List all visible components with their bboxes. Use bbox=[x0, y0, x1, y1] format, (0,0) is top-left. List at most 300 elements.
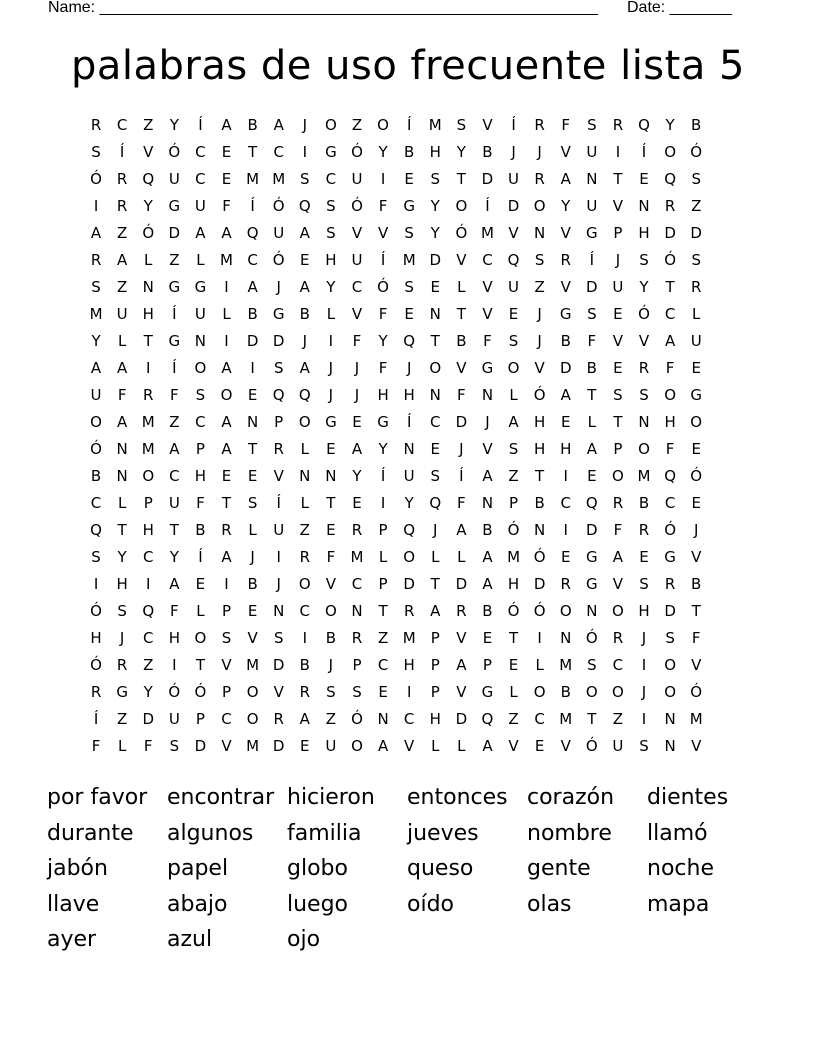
grid-letter: E bbox=[560, 548, 571, 566]
word-list-row bbox=[47, 887, 787, 923]
grid-letter: J bbox=[302, 116, 308, 134]
grid-letter: I bbox=[537, 629, 542, 647]
grid-letter: S bbox=[430, 170, 441, 188]
grid-letter: H bbox=[168, 629, 180, 647]
grid-letter: U bbox=[90, 386, 102, 404]
grid-letter: Q bbox=[638, 116, 650, 134]
grid-letter: Ó bbox=[585, 629, 598, 647]
grid-letter: Ó bbox=[533, 386, 546, 404]
grid-letter: C bbox=[299, 602, 311, 620]
grid-letter: U bbox=[351, 251, 363, 269]
grid-letter: P bbox=[509, 494, 519, 512]
grid-letter: B bbox=[482, 521, 493, 539]
word-list-item: dientes bbox=[647, 785, 729, 810]
grid-letter: M bbox=[559, 656, 573, 674]
grid-letter: U bbox=[168, 170, 180, 188]
grid-letter: Q bbox=[90, 521, 102, 539]
grid-letter: L bbox=[117, 332, 127, 350]
grid-letter: R bbox=[612, 494, 624, 512]
grid-letter: O bbox=[664, 656, 677, 674]
grid-letter: R bbox=[273, 440, 284, 458]
grid-letter: J bbox=[250, 548, 255, 566]
word-list-item: abajo bbox=[167, 891, 228, 917]
grid-letter: E bbox=[587, 467, 597, 485]
grid-letter: C bbox=[195, 413, 206, 431]
grid-letter: Y bbox=[378, 332, 388, 350]
grid-row bbox=[83, 193, 709, 220]
grid-letter: L bbox=[587, 413, 596, 431]
grid-letter: U bbox=[168, 710, 180, 728]
grid-letter: O bbox=[194, 359, 207, 377]
grid-letter: V bbox=[456, 251, 467, 269]
grid-letter: Ó bbox=[142, 224, 155, 242]
grid-letter: T bbox=[430, 575, 440, 593]
grid-letter: Q bbox=[246, 224, 259, 242]
grid-letter: A bbox=[273, 116, 284, 134]
grid-letter: Ó bbox=[194, 683, 207, 701]
grid-letter: L bbox=[457, 548, 466, 566]
grid-letter: S bbox=[326, 224, 336, 242]
grid-letter: D bbox=[246, 332, 259, 350]
grid-letter: Q bbox=[298, 197, 311, 215]
grid-letter: D bbox=[272, 737, 285, 755]
grid-letter: E bbox=[247, 386, 258, 404]
grid-letter: O bbox=[90, 413, 102, 431]
grid-row bbox=[83, 139, 709, 166]
grid-letter: A bbox=[299, 224, 310, 242]
grid-letter: U bbox=[586, 197, 598, 215]
grid-letter: S bbox=[613, 386, 623, 404]
grid-row bbox=[83, 544, 709, 571]
grid-letter: O bbox=[664, 143, 677, 161]
grid-letter: D bbox=[194, 737, 207, 755]
grid-letter: J bbox=[302, 332, 308, 350]
grid-letter: J bbox=[693, 521, 699, 539]
grid-letter: Í bbox=[641, 143, 647, 161]
grid-letter: E bbox=[613, 359, 623, 377]
grid-letter: L bbox=[196, 251, 205, 269]
grid-letter: O bbox=[690, 413, 703, 431]
grid-letter: J bbox=[276, 575, 281, 593]
grid-letter: O bbox=[194, 629, 207, 647]
grid-letter: V bbox=[612, 332, 624, 350]
grid-letter: A bbox=[456, 521, 467, 539]
word-list-item: hicieron bbox=[287, 785, 375, 810]
word-list-item: entonces bbox=[407, 785, 508, 810]
grid-letter: V bbox=[691, 737, 702, 755]
grid-letter: Q bbox=[298, 386, 311, 404]
grid-letter: M bbox=[272, 170, 286, 188]
date-field-label: Date: _______ bbox=[627, 0, 732, 16]
word-list bbox=[47, 780, 787, 958]
word-list-item: encontrar bbox=[167, 785, 275, 810]
grid-letter: F bbox=[378, 359, 388, 377]
grid-letter: L bbox=[326, 305, 336, 323]
grid-letter: V bbox=[508, 737, 519, 755]
grid-letter: P bbox=[613, 440, 623, 458]
grid-letter: E bbox=[691, 494, 701, 512]
grid-letter: A bbox=[221, 116, 232, 134]
grid-letter: Í bbox=[380, 251, 386, 269]
grid-letter: U bbox=[168, 494, 180, 512]
grid-letter: Y bbox=[430, 224, 440, 242]
grid-letter: G bbox=[586, 575, 598, 593]
grid-letter: I bbox=[93, 197, 99, 215]
grid-letter: C bbox=[560, 494, 571, 512]
grid-letter: S bbox=[300, 170, 310, 188]
grid-letter: A bbox=[508, 413, 519, 431]
grid-letter: T bbox=[691, 602, 701, 620]
grid-letter: B bbox=[247, 305, 258, 323]
grid-row bbox=[83, 598, 709, 625]
grid-row bbox=[83, 436, 709, 463]
grid-letter: E bbox=[430, 440, 440, 458]
grid-letter: V bbox=[560, 143, 571, 161]
grid-letter: E bbox=[221, 143, 232, 161]
grid-letter: V bbox=[456, 629, 467, 647]
grid-letter: Ó bbox=[585, 737, 598, 755]
word-list-row bbox=[47, 851, 787, 887]
grid-letter: Y bbox=[117, 548, 127, 566]
grid-letter: B bbox=[638, 494, 650, 512]
grid-letter: E bbox=[508, 656, 519, 674]
grid-letter: R bbox=[560, 575, 571, 593]
grid-letter: H bbox=[142, 521, 154, 539]
grid-letter: U bbox=[403, 467, 415, 485]
grid-letter: G bbox=[403, 197, 415, 215]
grid-letter: S bbox=[247, 494, 258, 512]
grid-letter: T bbox=[665, 278, 675, 296]
grid-letter: B bbox=[691, 575, 702, 593]
grid-letter: S bbox=[508, 440, 519, 458]
grid-letter: V bbox=[273, 467, 284, 485]
grid-letter: E bbox=[404, 305, 414, 323]
grid-letter: C bbox=[664, 305, 676, 323]
grid-letter: A bbox=[299, 278, 310, 296]
grid-letter: B bbox=[247, 116, 258, 134]
grid-letter: E bbox=[352, 494, 362, 512]
grid-row bbox=[83, 301, 709, 328]
grid-letter: T bbox=[378, 602, 388, 620]
grid-letter: I bbox=[224, 278, 229, 296]
grid-letter: R bbox=[116, 197, 128, 215]
grid-letter: C bbox=[195, 170, 206, 188]
grid-letter: V bbox=[404, 737, 415, 755]
grid-letter: A bbox=[560, 386, 571, 404]
grid-letter: L bbox=[692, 305, 701, 323]
grid-letter: L bbox=[222, 305, 231, 323]
grid-letter: M bbox=[480, 224, 494, 242]
grid-letter: B bbox=[299, 656, 310, 674]
grid-letter: O bbox=[612, 602, 624, 620]
grid-letter: Ó bbox=[90, 656, 102, 674]
grid-letter: Y bbox=[456, 143, 466, 161]
grid-letter: T bbox=[535, 467, 545, 485]
grid-letter: P bbox=[143, 494, 153, 512]
grid-letter: A bbox=[117, 359, 128, 377]
grid-letter: C bbox=[325, 170, 337, 188]
grid-letter: Y bbox=[639, 278, 649, 296]
grid-letter: Í bbox=[276, 494, 281, 512]
grid-letter: J bbox=[328, 386, 334, 404]
grid-letter: V bbox=[612, 197, 624, 215]
grid-letter: D bbox=[664, 224, 676, 242]
grid-letter: O bbox=[351, 737, 363, 755]
grid-letter: E bbox=[300, 737, 310, 755]
grid-letter: Z bbox=[169, 413, 180, 431]
grid-letter: V bbox=[482, 305, 493, 323]
grid-letter: L bbox=[248, 521, 257, 539]
grid-letter: S bbox=[326, 683, 336, 701]
grid-letter: J bbox=[354, 359, 360, 377]
grid-letter: J bbox=[537, 305, 542, 323]
grid-letter: N bbox=[246, 413, 259, 431]
grid-letter: O bbox=[612, 683, 624, 701]
grid-letter: H bbox=[142, 305, 154, 323]
grid-letter: Y bbox=[169, 116, 179, 134]
grid-letter: T bbox=[169, 521, 179, 539]
grid-letter: N bbox=[534, 521, 546, 539]
grid-letter: T bbox=[456, 305, 466, 323]
grid-letter: Ó bbox=[90, 602, 102, 620]
grid-row bbox=[83, 166, 709, 193]
grid-letter: S bbox=[691, 170, 701, 188]
grid-letter: E bbox=[613, 305, 623, 323]
grid-letter: U bbox=[116, 305, 128, 323]
grid-letter: E bbox=[691, 440, 701, 458]
grid-letter: S bbox=[221, 629, 232, 647]
grid-letter: E bbox=[691, 359, 701, 377]
grid-letter: R bbox=[638, 521, 650, 539]
grid-letter: E bbox=[534, 737, 545, 755]
grid-letter: M bbox=[507, 548, 521, 566]
grid-letter: E bbox=[221, 467, 232, 485]
grid-letter: H bbox=[664, 413, 676, 431]
grid-letter: R bbox=[299, 683, 311, 701]
grid-letter: Y bbox=[404, 494, 414, 512]
grid-letter: R bbox=[638, 359, 650, 377]
grid-letter: V bbox=[221, 737, 232, 755]
grid-letter: B bbox=[404, 143, 415, 161]
grid-letter: P bbox=[195, 440, 205, 458]
grid-row bbox=[83, 490, 709, 517]
grid-letter: O bbox=[298, 575, 311, 593]
grid-letter: E bbox=[404, 170, 414, 188]
grid-letter: T bbox=[195, 656, 205, 674]
grid-letter: S bbox=[91, 548, 101, 566]
grid-letter: P bbox=[195, 710, 205, 728]
grid-letter: Z bbox=[508, 710, 519, 728]
grid-letter: O bbox=[324, 116, 337, 134]
grid-letter: O bbox=[638, 440, 650, 458]
grid-letter: A bbox=[169, 575, 180, 593]
grid-letter: M bbox=[402, 629, 416, 647]
word-list-row bbox=[47, 780, 787, 816]
grid-letter: I bbox=[328, 332, 334, 350]
grid-letter: B bbox=[195, 521, 206, 539]
grid-letter: C bbox=[351, 575, 363, 593]
grid-letter: Ó bbox=[507, 602, 520, 620]
grid-letter: Ó bbox=[664, 521, 677, 539]
grid-letter: Ó bbox=[664, 251, 677, 269]
grid-letter: R bbox=[221, 521, 232, 539]
word-list-item: llave bbox=[47, 891, 100, 917]
grid-letter: M bbox=[246, 737, 260, 755]
word-list-item: familia bbox=[287, 820, 362, 846]
grid-letter: U bbox=[690, 332, 702, 350]
grid-letter: V bbox=[638, 332, 650, 350]
word-list-item: por favor bbox=[47, 785, 148, 810]
grid-letter: E bbox=[195, 575, 206, 593]
grid-letter: R bbox=[116, 656, 128, 674]
grid-letter: H bbox=[560, 440, 572, 458]
grid-letter: Z bbox=[117, 278, 128, 296]
grid-letter: B bbox=[299, 305, 310, 323]
grid-letter: R bbox=[351, 521, 363, 539]
grid-letter: E bbox=[378, 683, 388, 701]
word-list-item: queso bbox=[407, 856, 474, 881]
grid-letter: R bbox=[351, 629, 363, 647]
grid-letter: C bbox=[377, 656, 389, 674]
grid-letter: V bbox=[351, 305, 363, 323]
grid-letter: S bbox=[639, 737, 649, 755]
grid-letter: L bbox=[431, 737, 440, 755]
grid-letter: H bbox=[534, 413, 546, 431]
grid-letter: A bbox=[169, 440, 180, 458]
grid-letter: G bbox=[586, 224, 598, 242]
grid-letter: E bbox=[639, 170, 649, 188]
grid-letter: I bbox=[563, 521, 568, 539]
grid-letter: Ó bbox=[638, 305, 650, 323]
grid-letter: O bbox=[612, 467, 624, 485]
grid-letter: D bbox=[403, 575, 415, 593]
grid-letter: N bbox=[638, 197, 650, 215]
grid-letter: L bbox=[509, 386, 518, 404]
grid-letter: I bbox=[224, 332, 229, 350]
grid-letter: R bbox=[273, 710, 284, 728]
grid-letter: R bbox=[612, 629, 624, 647]
grid-letter: P bbox=[378, 575, 388, 593]
grid-letter: F bbox=[691, 629, 701, 647]
grid-letter: U bbox=[612, 278, 624, 296]
grid-letter: L bbox=[117, 737, 127, 755]
grid-letter: F bbox=[352, 332, 362, 350]
grid-letter: L bbox=[144, 251, 153, 269]
grid-letter: F bbox=[117, 386, 127, 404]
grid-letter: I bbox=[563, 467, 568, 485]
grid-row bbox=[83, 328, 709, 355]
grid-letter: V bbox=[221, 656, 232, 674]
grid-letter: S bbox=[117, 602, 127, 620]
grid-letter: N bbox=[325, 467, 337, 485]
grid-letter: J bbox=[328, 359, 334, 377]
grid-row bbox=[83, 409, 709, 436]
grid-letter: R bbox=[534, 116, 545, 134]
grid-letter: E bbox=[482, 629, 493, 647]
grid-letter: F bbox=[457, 386, 466, 404]
grid-letter: H bbox=[638, 602, 650, 620]
grid-letter: P bbox=[352, 656, 362, 674]
grid-letter: F bbox=[91, 737, 101, 755]
grid-letter: Í bbox=[172, 305, 177, 323]
grid-letter: A bbox=[195, 224, 206, 242]
grid-letter: Y bbox=[430, 197, 440, 215]
grid-letter: M bbox=[246, 656, 260, 674]
grid-letter: I bbox=[224, 575, 229, 593]
grid-row bbox=[83, 382, 709, 409]
grid-letter: D bbox=[429, 251, 442, 269]
grid-letter: R bbox=[143, 386, 154, 404]
grid-letter: G bbox=[116, 683, 128, 701]
grid-letter: I bbox=[406, 683, 412, 701]
grid-letter: Í bbox=[511, 116, 516, 134]
grid-letter: T bbox=[117, 521, 127, 539]
page-title: palabras de uso frecuente lista 5 bbox=[70, 43, 746, 89]
grid-letter: Ó bbox=[690, 683, 703, 701]
grid-letter: C bbox=[534, 710, 545, 728]
grid-letter: S bbox=[404, 278, 414, 296]
grid-letter: Í bbox=[380, 467, 386, 485]
grid-letter: N bbox=[377, 710, 389, 728]
grid-letter: J bbox=[276, 278, 281, 296]
grid-letter: J bbox=[537, 332, 542, 350]
grid-letter: E bbox=[326, 521, 336, 539]
grid-letter: O bbox=[246, 683, 259, 701]
grid-letter: Y bbox=[169, 548, 179, 566]
grid-letter: Z bbox=[169, 251, 180, 269]
word-list-item: oído bbox=[407, 891, 454, 917]
grid-letter: S bbox=[534, 251, 545, 269]
grid-letter: I bbox=[641, 710, 647, 728]
word-list-item: mapa bbox=[647, 891, 710, 917]
grid-letter: E bbox=[430, 278, 440, 296]
grid-letter: R bbox=[612, 116, 624, 134]
grid-letter: S bbox=[404, 224, 414, 242]
grid-letter: L bbox=[431, 548, 440, 566]
grid-row bbox=[83, 112, 709, 139]
grid-letter: G bbox=[325, 143, 337, 161]
grid-letter: S bbox=[587, 116, 597, 134]
grid-letter: Ó bbox=[272, 251, 285, 269]
grid-letter: Ó bbox=[690, 143, 703, 161]
grid-letter: A bbox=[299, 710, 310, 728]
grid-letter: U bbox=[325, 737, 337, 755]
grid-letter: G bbox=[325, 413, 337, 431]
grid-letter: M bbox=[246, 170, 260, 188]
grid-letter: T bbox=[248, 440, 258, 458]
grid-letter: C bbox=[90, 494, 102, 512]
grid-letter: O bbox=[246, 710, 259, 728]
word-list-item: jueves bbox=[407, 820, 479, 846]
grid-letter: H bbox=[638, 224, 650, 242]
grid-letter: N bbox=[586, 602, 598, 620]
grid-letter: O bbox=[533, 683, 546, 701]
grid-letter: H bbox=[194, 467, 207, 485]
grid-letter: Q bbox=[142, 170, 155, 188]
word-list-item: algunos bbox=[167, 820, 254, 846]
grid-letter: L bbox=[457, 737, 466, 755]
grid-letter: N bbox=[273, 602, 285, 620]
grid-letter: J bbox=[537, 143, 542, 161]
grid-letter: V bbox=[456, 683, 467, 701]
grid-letter: E bbox=[247, 467, 258, 485]
grid-letter: N bbox=[142, 278, 154, 296]
grid-letter: L bbox=[378, 548, 388, 566]
grid-letter: C bbox=[142, 548, 154, 566]
grid-letter: Y bbox=[561, 197, 571, 215]
grid-letter: O bbox=[664, 683, 677, 701]
grid-letter: T bbox=[613, 170, 623, 188]
